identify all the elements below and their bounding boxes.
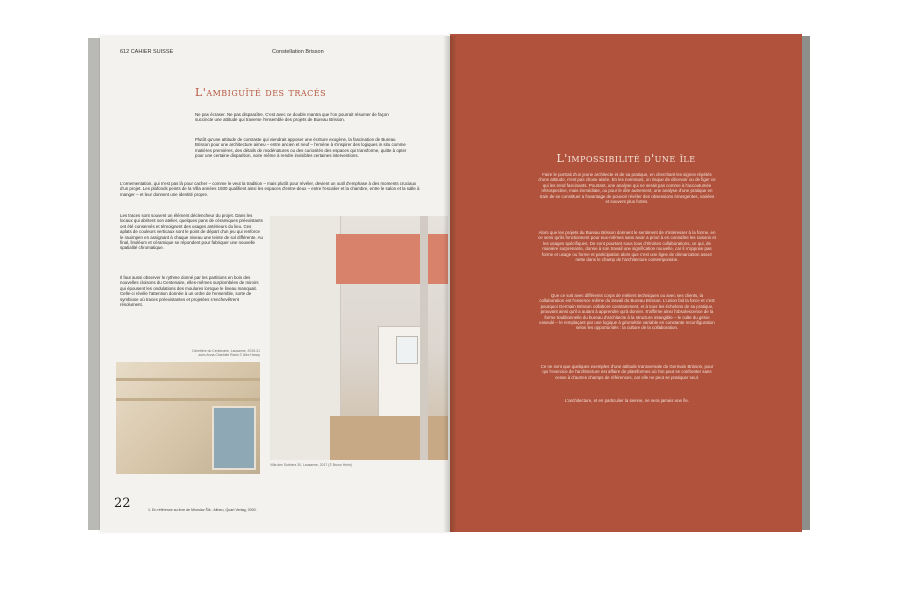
interior-photo-villa: [270, 216, 448, 460]
right-paragraph-3: Que ce soit avec différents corps de métiers techniques ou avec ses clients, la collaboration est l'essence même du travail du Bureau Brisson. L'union fait la force et c'est pourquoi Germain Brisson collabore constamment, et à tous les échelons de sa pratique, prouvant ainsi qu'il a autant à apprendre qu'à donner. S'affirme ainsi l'obsolescence de la forme traditionnelle du bureau d'architecte à la structure intangible – le culte du génie esseulé – le remplaçant par une logique à géométrie variable en constante reconfiguration selon les opportunités : la culture de la collaboration.: [539, 293, 715, 331]
running-header-center: Constellation Brisson: [272, 49, 324, 55]
page-number: 22: [114, 496, 131, 511]
left-paragraph-4: Les traces sont souvent un élément déclencheur du projet. Dans les locaux qui abritent son atelier, quelques pans de céramiques préexistants ont été conservés et témoignent des usages antérieurs du lieu. Ces aplats de couleurs verticaux sont le point de départ d'un jeu qui renforce le rauimpen en assignant à chaque niveau une teinte de sol différente. Au final, linoléum et céramique se répondent pour fabriquer une nouvelle spatialité chromatique.: [120, 213, 263, 251]
photo-window: [396, 336, 418, 364]
photo-painted-ceiling: [336, 234, 448, 284]
interior-photo-centenaire: [116, 362, 260, 474]
running-header-left: 612 CAHIER SUISSE: [120, 49, 174, 55]
photo-door-frame: [420, 216, 428, 460]
right-page-edge: [802, 36, 810, 530]
photo-caption-centenaire: Cimetière du Centenaire, Lausanne, 2019-21 avec Anna-Charlotte Ravis © Alex Hancy: [192, 349, 260, 357]
right-paragraph-1: Faire le portrait d'un jeune architecte et de sa pratique, en cherchant les signes répétés d'une attitude, n'est pas chose aisée. En les nommant, on risque de décevoir ou de figer ce qui les rend fascinants. Pourtant, une analyse qui ne serait pas comme à l'accoutumée rétrospective, mais immédiate, ou pour le dire autrement, une analyse d'une pratique en train de se constituer a l'avantage de pouvoir révéler des obsessions émergentes, variées et souvent plus fortes.: [538, 172, 716, 205]
left-paragraph-5: Il faut aussi observer le rythme donné par les partitions en bois des nouvelles cloisons du Centenaire, elles-mêmes surplombées de miroirs qui épousent les ondulations des moulures lorsque le lineau manquait. Celle-ci révèle l'attention donnée à un ordre de l'ensemble, sorte de symbiose où traces préexistantes et projetées s'enchevêtrent résolument.: [120, 275, 259, 308]
left-paragraph-3: L'ornementation, qui n'est pas là pour cacher – comme le veut la tradition – mais plutôt pour révéler, devient un outil d'emphase à des moments cruciaux d'un projet. Les plafonds peints de la Villa années 1930 qualifient ainsi les espaces d'entre-deux – entre l'escalier et la chambre, entre le salon et la salle à manger – et leur donnent une identité propre.: [120, 181, 420, 197]
book-gutter-shadow: [443, 36, 457, 532]
photo-parquet-floor: [330, 416, 448, 460]
left-page-title: L'ambiguïté des tracés: [195, 86, 327, 99]
left-page: [100, 36, 450, 532]
photo-caption-villa: Villa des Sorbiers 30, Lausanne, 2017 (© Bruno Heim): [270, 463, 352, 467]
right-page: [450, 34, 802, 532]
footnote: 1. En référence au livre de Miroslav Šik : Altneu, Quart Verlag, 2000.: [148, 508, 257, 512]
photo-ceiling-beam: [116, 398, 260, 401]
photo-window: [212, 406, 256, 470]
left-paragraph-1: Ne pas écraser. Ne pas disparaître. C'est avec ce double mantra que l'on pourrait résumer de façon succincte une attitude qui traverse l'ensemble des projets de Bureau Brisson.: [195, 112, 389, 123]
photo-ceiling-beam: [116, 378, 260, 381]
right-paragraph-5: L'architecture, et en particulier la sienne, ne sera jamais une île.: [564, 398, 690, 403]
right-paragraph-2: Alors que les projets du Bureau Brisson donnent le sentiment de s'intéresser à la forme, en ce sens qu'ils fonctionnent pour eux-mêmes sans avoir a priori à en connaître les raisons et les usages spécifiques. De sont pourtant sous tous d'étroites collaborations, ce qui, de manière surprenante, donne à son travail une signification nouvelle, car il n'oppose pas forme et usage ou forme et participation alors que c'est une ligne de démarcation assez nette dans le champ de l'architecture contemporaine.: [538, 230, 716, 263]
right-page-title: L'impossibilité d'une île: [556, 152, 696, 165]
left-paragraph-2: Plutôt qu'une attitude de contraste qui viendrait apposer une écriture exogène, la fascination de Bureau Brisson pour une architecture aimeu – entre ancien et neuf – l'emène à s'inspirer des logiques in situ comme matières premières, des détails de modénatures ou des curiosités des espaces qui transforme, quitte à opter pour une certaine disparition, voire même à rendre invisibles certaines interventions.: [195, 137, 407, 159]
right-paragraph-4: Ce ne sont que quelques exemples d'une attitude transversale de Germain Brisson, pour qui l'exercice de l'architecture est affaire de plateformes où l'on peut se confronter sans cesse à d'autres champs de références, car elle ne peut se pratiquer seul.: [540, 364, 714, 380]
left-page-edge: [88, 38, 100, 530]
